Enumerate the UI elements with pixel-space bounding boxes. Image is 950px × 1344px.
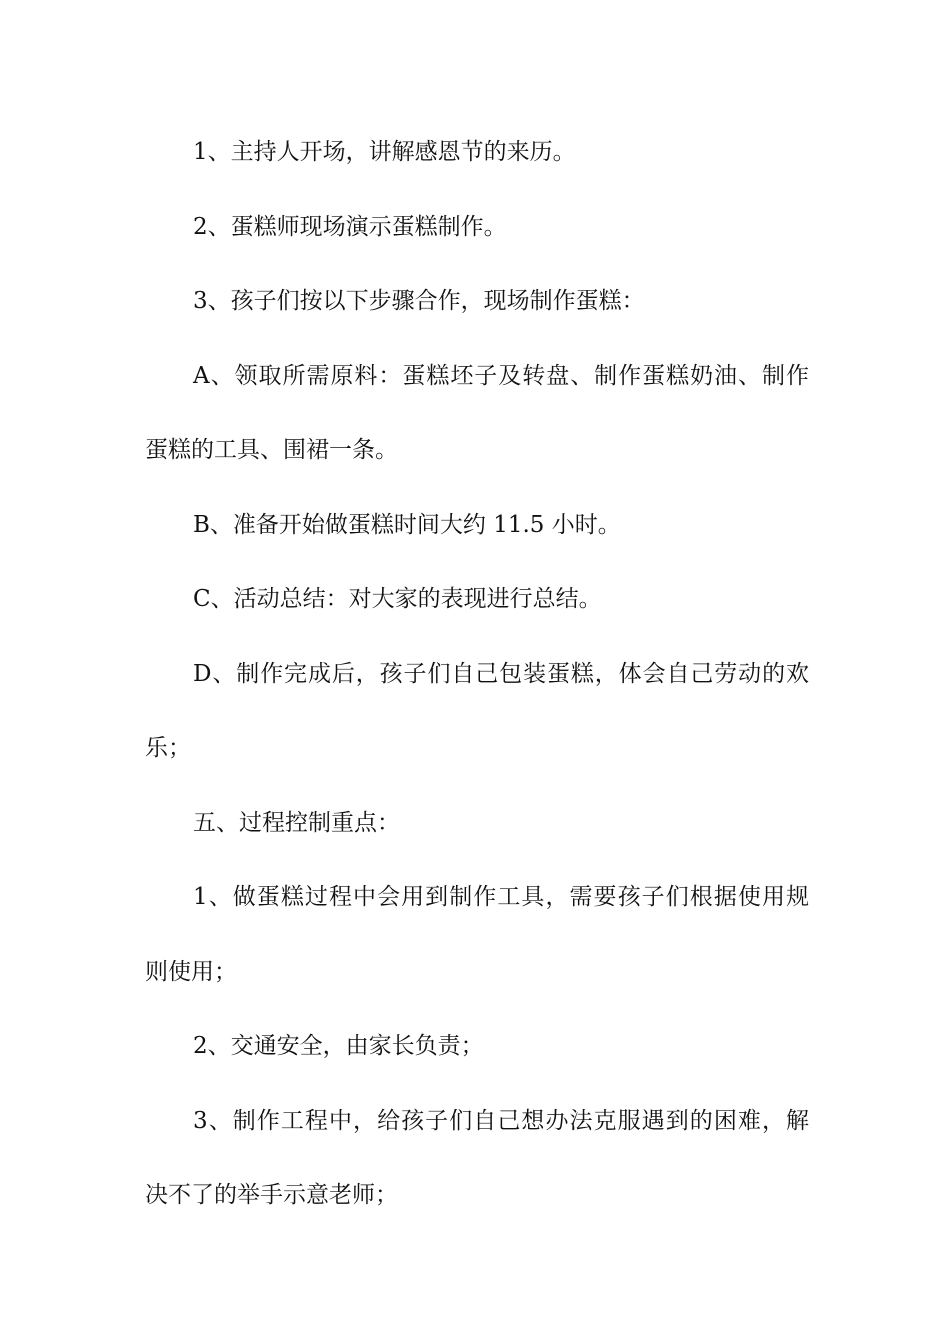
section-heading: 五、过程控制重点： [193, 809, 400, 836]
paragraph-line: 2、蛋糕师现场演示蛋糕制作。 [193, 213, 507, 240]
paragraph-line: 3、制作工程中，给孩子们自己想办法克服遇到的困难，解 [193, 1107, 809, 1134]
document-body [145, 134, 809, 1252]
paragraph-line: 1、做蛋糕过程中会用到制作工具，需要孩子们根据使用规 [193, 884, 809, 910]
paragraph-line: A、领取所需原料：蛋糕坯子及转盘、制作蛋糕奶油、制作 [193, 362, 809, 389]
paragraph-line: 3、孩子们按以下步骤合作，现场制作蛋糕： [193, 288, 645, 314]
paragraph-line: 则使用； [145, 958, 237, 985]
paragraph-line: 1、主持人开场，讲解感恩节的来历。 [193, 139, 576, 165]
paragraph-line: 蛋糕的工具、围裙一条。 [145, 437, 398, 463]
paragraph-line: D、制作完成后，孩子们自己包装蛋糕，体会自己劳动的欢 [193, 660, 809, 687]
paragraph-line: 乐； [145, 735, 191, 761]
paragraph-line: C、活动总结：对大家的表现进行总结。 [193, 586, 602, 612]
paragraph-line: 2、交通安全，由家长负责； [193, 1033, 484, 1059]
paragraph-line: B、准备开始做蛋糕时间大约 11.5 小时。 [193, 511, 621, 538]
paragraph-line: 决不了的举手示意老师； [145, 1182, 398, 1208]
